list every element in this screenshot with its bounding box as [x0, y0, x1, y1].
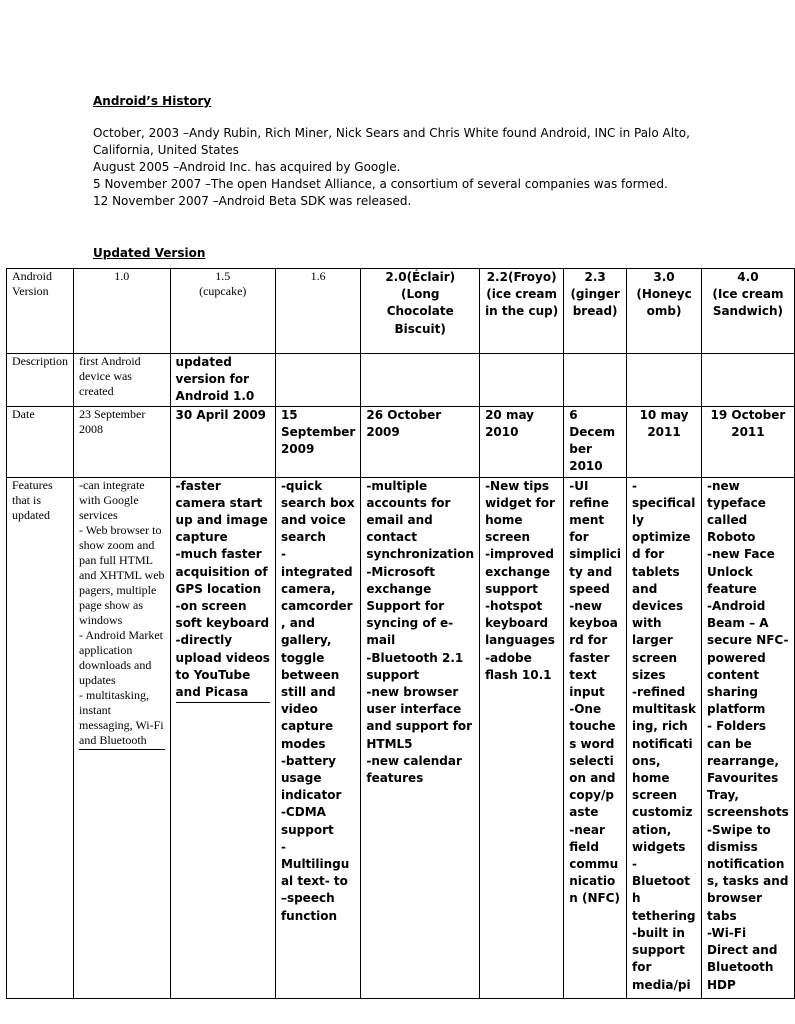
cell-line: Sandwich) [712, 304, 784, 319]
cell-line: tablets [632, 564, 680, 579]
date-cell [361, 406, 480, 477]
cell-line: 26 October [366, 407, 442, 422]
cell-line: - [280, 839, 286, 854]
cell-line: that is [12, 492, 41, 507]
date-cell [170, 406, 275, 477]
cell-line: , and [280, 616, 315, 631]
cell-line: application [79, 642, 133, 657]
cell-line: Version [12, 284, 49, 298]
cell-line: 3.0 [653, 270, 675, 284]
cell-line: -directly [175, 633, 233, 648]
date-cell [702, 406, 795, 477]
cell-line: Favourites [707, 771, 779, 786]
cell-line: messaging, Wi-Fi [79, 717, 164, 732]
cell-line: modes [280, 736, 326, 751]
cell-line: -hotspot [485, 599, 543, 614]
cell-line: h [632, 891, 641, 906]
cell-line: video [280, 702, 318, 717]
cell-line: device was [79, 369, 132, 383]
cell-line: Tray, [707, 788, 739, 803]
description-cell [170, 354, 275, 407]
history-line: August 2005 –Android Inc. has acquired by Google. [93, 160, 401, 174]
cell-line: pan full HTML [79, 552, 153, 567]
cell-line: accounts for [366, 495, 451, 510]
cell-line: soft keyboard [175, 616, 270, 631]
cell-line: Features [12, 477, 53, 492]
cell-line: ing, rich [632, 719, 688, 734]
cell-line: typeface [707, 495, 766, 510]
cell-line: field [569, 839, 599, 854]
cell-line: ation, [632, 822, 672, 837]
history-line: California, United States [93, 143, 239, 157]
cell-line: home [632, 771, 670, 786]
cell-line: pagers, multiple [79, 582, 157, 597]
cell-line: toggle [280, 650, 325, 665]
cell-line: still and [280, 685, 336, 700]
date-cell [275, 406, 360, 477]
cell-line: 1.0 [114, 269, 130, 283]
cell-line: 6 [569, 407, 578, 422]
cell-line: -new Face [707, 547, 775, 562]
features-cell [627, 477, 702, 998]
features-cell [170, 477, 275, 998]
cell-line: specifical [632, 495, 696, 510]
cell-line: -CDMA [280, 805, 326, 820]
row-label-date [7, 406, 74, 477]
cell-line: Android [12, 269, 52, 283]
cell-line: - [280, 547, 286, 562]
cell-line: search box [280, 495, 355, 510]
cell-line: downloads and [79, 657, 152, 672]
cell-line: 2.2(Froyo) [486, 270, 557, 284]
cell-line: windows [79, 612, 123, 627]
cell-line: faster [569, 650, 610, 665]
cell-line: notification [707, 857, 785, 872]
cell-line: 1.6 [310, 269, 326, 283]
cell-line: platform [707, 702, 766, 717]
description-cell [74, 354, 171, 407]
cell-line: ment [569, 513, 605, 528]
cell-line: keyboa [569, 616, 618, 631]
cell-line: sizes [632, 667, 666, 682]
cell-line: - multitasking, [79, 687, 149, 702]
cell-line: larger [632, 633, 673, 648]
cell-line: Beam – A [707, 616, 769, 631]
cell-line: (ginger [570, 287, 620, 302]
cell-line: Date [12, 406, 35, 421]
cell-line: home [485, 513, 523, 528]
cell-line: -quick [280, 478, 323, 493]
cell-line: -Bluetooth 2.1 [366, 650, 464, 665]
cell-line: screen [632, 650, 678, 665]
features-row [7, 477, 795, 998]
description-cell [480, 354, 564, 407]
cell-line: created [79, 384, 114, 398]
cell-line: and [632, 581, 658, 596]
cell-line: -battery [280, 753, 336, 768]
cell-line: and support for [366, 719, 473, 734]
cell-line: -on screen [175, 599, 247, 614]
cell-line: Direct and [707, 943, 778, 958]
cell-line: ty and [569, 564, 613, 579]
cell-line: first Android [79, 354, 141, 368]
cell-line: and voice [280, 513, 346, 528]
cell-line: - [632, 478, 638, 493]
cell-line: -New tips [485, 478, 550, 493]
cell-line: widgets [632, 839, 686, 854]
cell-line: with [632, 616, 662, 631]
cell-line: in the cup) [485, 304, 559, 319]
version-cell [702, 269, 795, 354]
android-version-table [6, 268, 795, 999]
cell-line: copy/p [569, 788, 614, 803]
cell-line: feature [707, 581, 757, 596]
cell-line: for [632, 960, 652, 975]
cell-line: keyboard [485, 616, 549, 631]
cell-line: email and [366, 513, 433, 528]
cell-line: indicator [280, 788, 342, 803]
cell-line: browser [707, 891, 763, 906]
cell-line: on and [569, 771, 616, 786]
cell-line: support [485, 581, 538, 596]
cell-line: 2010 [569, 459, 603, 474]
cell-line: -multiple [366, 478, 428, 493]
row-label-version [7, 269, 74, 354]
cell-line: ons, [632, 753, 661, 768]
cell-line: 2.0(Éclair) [385, 270, 456, 284]
cell-line: 2008 [79, 421, 103, 436]
cell-line: user interface [366, 702, 462, 717]
history-paragraph [93, 125, 733, 210]
cell-line: screen [632, 788, 678, 803]
cell-line: customiz [632, 805, 693, 820]
row-label-description [7, 354, 74, 407]
cell-line: and XHTML web [79, 567, 165, 582]
cell-line: Description [12, 354, 68, 368]
cell-line: -new [707, 478, 740, 493]
version-cell [627, 269, 702, 354]
cell-line: and Picasa [175, 685, 249, 700]
cell-line: Roboto [707, 530, 756, 545]
cell-line: camcorder [280, 599, 353, 614]
cell-line: (Long [400, 287, 440, 302]
cell-line: 19 October [710, 407, 786, 422]
cell-line: -near [569, 822, 605, 837]
cell-line: -adobe [485, 650, 532, 665]
description-row [7, 354, 795, 407]
features-cell [361, 477, 480, 998]
date-row [7, 406, 795, 477]
cell-line: 2009 [366, 424, 400, 439]
cell-line: syncing of e- [366, 616, 454, 631]
history-line: 5 November 2007 –The open Handset Alliance, a consortium of several companies was formed. [93, 177, 668, 191]
features-cell [480, 477, 564, 998]
features-cell [74, 477, 171, 998]
cell-line: -new calendar [366, 753, 462, 768]
cell-line: d for [632, 547, 665, 562]
cell-line: flash 10.1 [485, 667, 552, 682]
cell-line: - Web browser to [79, 522, 162, 537]
cell-line: -improved [485, 547, 554, 562]
cell-line: up and image [175, 513, 268, 528]
cell-line: acquisition of [175, 564, 268, 579]
cell-line: screenshots [707, 805, 789, 820]
cell-line: -One [569, 702, 602, 717]
cell-line: s, tasks and [707, 874, 789, 889]
cell-line: –speech [280, 891, 335, 906]
cell-line: 2009 [280, 442, 315, 457]
cell-line: - Folders [707, 719, 767, 734]
cell-line: Decem [569, 424, 616, 439]
cell-line: screen [485, 530, 531, 545]
cell-line: ly [632, 513, 644, 528]
cell-line: tethering [632, 908, 696, 923]
cell-line: support [366, 667, 420, 682]
cell-line: function [280, 908, 338, 923]
cell-line: content [707, 667, 760, 682]
cell-line: touche [569, 719, 616, 734]
cell-line: September [280, 424, 356, 439]
cell-line: nicatio [569, 874, 616, 889]
cell-line: text [569, 667, 597, 682]
cell-line: 23 September [79, 406, 146, 421]
cell-line: 4.0 [737, 270, 759, 284]
cell-line: updated [175, 355, 232, 369]
date-cell [627, 406, 702, 477]
version-row [7, 269, 795, 354]
cell-line: ber [569, 442, 592, 457]
cell-line: synchronization [366, 547, 475, 562]
version-cell [275, 269, 360, 354]
cell-line: powered [707, 650, 766, 665]
cell-line: Android 1.0 [175, 389, 255, 404]
date-cell [74, 406, 171, 477]
history-line: October, 2003 –Andy Rubin, Rich Miner, Nick Sears and Chris White found Android, INC in Palo Alto, [93, 126, 690, 140]
cell-line: media/pi [632, 977, 691, 992]
cell-line: -Microsoft [366, 564, 436, 579]
cell-line: 20 may [485, 407, 534, 422]
cell-line: secure NFC- [707, 633, 789, 648]
cell-line: rearrange, [707, 753, 779, 768]
cell-line: -Swipe to [707, 822, 771, 837]
cell-line: HTML5 [366, 736, 413, 751]
cell-line: simplici [569, 547, 622, 562]
cell-line: (Honeyc [636, 287, 692, 302]
cell-line: for [569, 530, 589, 545]
cell-line: updated [12, 507, 50, 522]
description-cell [564, 354, 627, 407]
cell-line: contact [366, 530, 417, 545]
cell-line: Bluetooth [707, 960, 774, 975]
cell-line: Unlock [707, 564, 753, 579]
history-line: 12 November 2007 –Android Beta SDK was released. [93, 194, 412, 208]
updated-version-heading: Updated Version [93, 246, 206, 260]
cell-line: camera, [280, 581, 336, 596]
history-heading: Android’s History [93, 94, 212, 108]
cell-line: - Android Market [79, 627, 163, 642]
cell-line: - [632, 857, 638, 872]
version-cell [74, 269, 171, 354]
description-cell [361, 354, 480, 407]
cell-line: commu [569, 857, 619, 872]
version-cell [361, 269, 480, 354]
cell-line: 1.5 [215, 269, 231, 283]
cell-line: and Bluetooth [79, 732, 147, 747]
description-cell [627, 354, 702, 407]
cell-line: -new browser [366, 685, 459, 700]
cell-line: al text- to [280, 874, 348, 889]
cell-line: -Android [707, 599, 766, 614]
version-cell [480, 269, 564, 354]
cell-line: -built in [632, 925, 685, 940]
cell-line: with Google [79, 492, 139, 507]
cell-line: tabs [707, 908, 737, 923]
cell-line: HDP [707, 977, 736, 992]
cell-line: -new [569, 599, 602, 614]
version-cell [564, 269, 627, 354]
cell-line: to YouTube [175, 667, 251, 682]
cell-line: called [707, 513, 748, 528]
cell-line: bread) [572, 304, 618, 319]
cell-line: Support for [366, 599, 445, 614]
cell-line: -refined [632, 685, 686, 700]
cell-line: 2.3 [584, 270, 606, 284]
cell-line: input [569, 685, 605, 700]
date-cell [480, 406, 564, 477]
cell-line: rd for [569, 633, 608, 648]
cell-line: n (NFC) [569, 891, 620, 906]
cell-line: (cupcake) [199, 284, 247, 298]
cell-line: 2011 [731, 424, 765, 439]
cell-line: show zoom and [79, 537, 155, 552]
features-cell [702, 477, 795, 998]
description-cell [275, 354, 360, 407]
cell-line: version for [175, 372, 250, 387]
cell-line: support [280, 822, 334, 837]
cell-line: services [79, 507, 118, 522]
cell-line: 2011 [647, 424, 681, 439]
cell-line: capture [175, 530, 228, 545]
cell-line: 2010 [485, 424, 519, 439]
cell-line: gallery, [280, 633, 332, 648]
cell-line: (Ice cream [712, 287, 784, 302]
cell-line: exchange [366, 581, 432, 596]
cell-line: page show as [79, 597, 143, 612]
cell-line: search [280, 530, 326, 545]
cell-line: exchange [485, 564, 550, 579]
description-cell [702, 354, 795, 407]
cell-line: aste [569, 805, 599, 820]
cell-line: -Wi-Fi [707, 925, 747, 940]
version-cell [170, 269, 275, 354]
cell-line: capture [280, 719, 334, 734]
date-cell [564, 406, 627, 477]
cell-line: camera start [175, 495, 263, 510]
cell-line: languages [485, 633, 555, 648]
cell-line: features [366, 771, 424, 786]
cell-line: multitask [632, 702, 697, 717]
cell-line: can be [707, 736, 752, 751]
cell-line: mail [366, 633, 396, 648]
cell-line: optimize [632, 530, 691, 545]
cell-line: GPS location [175, 581, 262, 596]
cell-line: -much faster [175, 547, 262, 562]
cell-line: usage [280, 771, 322, 786]
cell-line: integrated [280, 564, 353, 579]
features-cell [564, 477, 627, 998]
cell-line: dismiss [707, 839, 758, 854]
cell-line: devices [632, 599, 684, 614]
cell-line: omb) [646, 304, 682, 319]
cell-line: (ice cream [486, 287, 558, 302]
cell-line: -UI [569, 478, 589, 493]
cell-line: 10 may [639, 407, 689, 422]
cell-line: -can integrate [79, 477, 145, 492]
cell-line: Bluetoot [632, 874, 690, 889]
cell-line: Biscuit) [394, 321, 446, 336]
cell-line: Multilingu [280, 857, 350, 872]
cell-line: selecti [569, 753, 614, 768]
cell-line: upload videos [175, 650, 270, 665]
cell-line: notificati [632, 736, 693, 751]
cell-line: between [280, 667, 340, 682]
cell-line: Chocolate [386, 304, 454, 319]
cell-line: refine [569, 495, 609, 510]
features-cell [275, 477, 360, 998]
cell-line: speed [569, 581, 610, 596]
cell-line: sharing [707, 685, 758, 700]
cell-line: support [632, 943, 685, 958]
cell-line: instant [79, 702, 111, 717]
cell-line: updates [79, 672, 116, 687]
cell-line: 15 [280, 407, 298, 422]
cell-line: widget for [485, 495, 555, 510]
cell-line: s word [569, 736, 615, 751]
cell-line: -faster [175, 478, 221, 493]
cell-line: 30 April 2009 [175, 407, 267, 422]
row-label-features [7, 477, 74, 998]
